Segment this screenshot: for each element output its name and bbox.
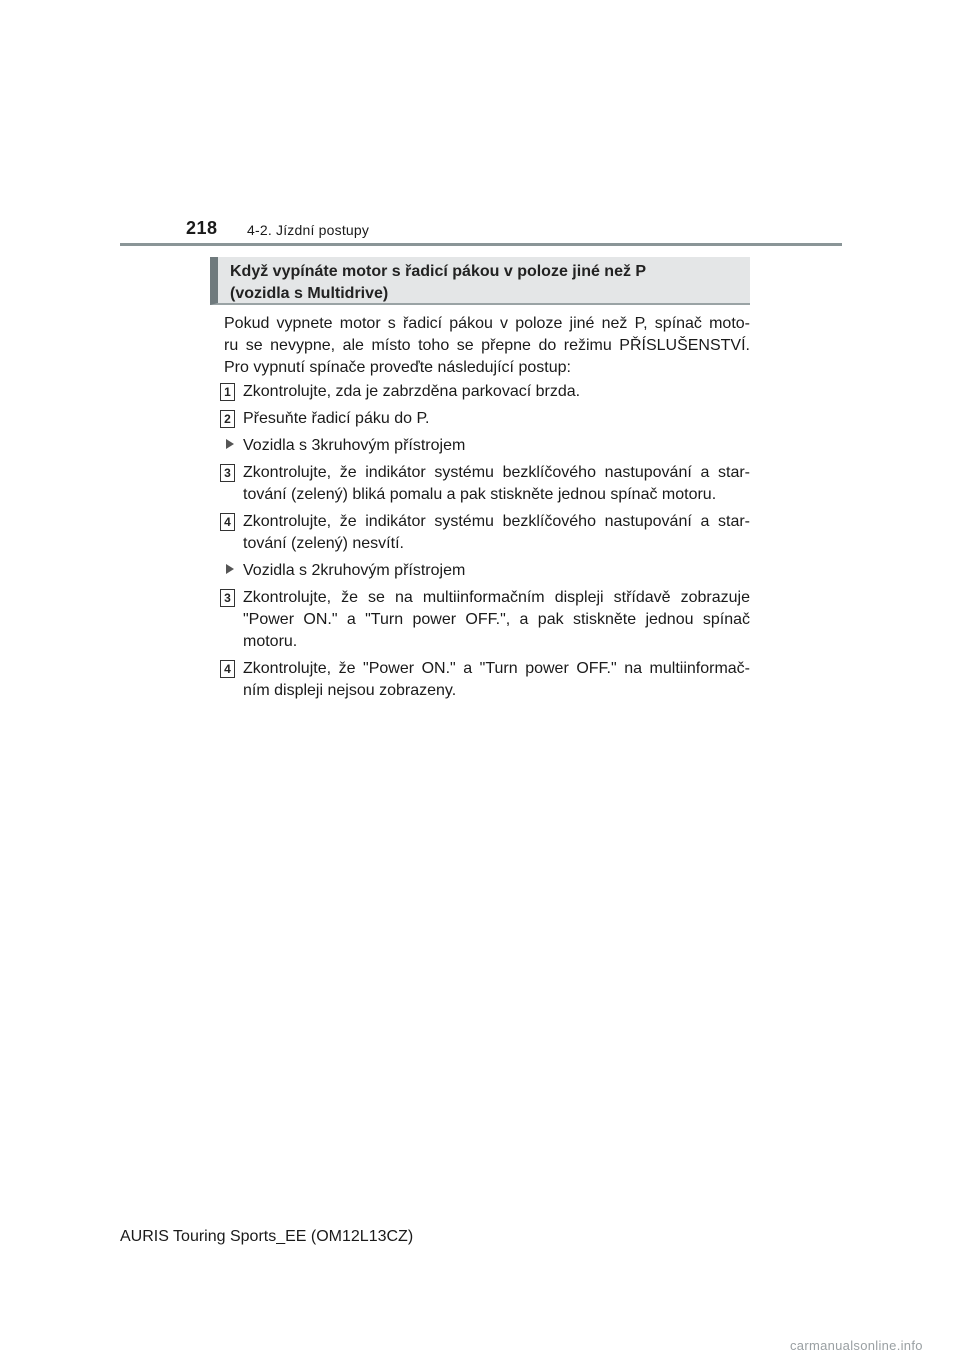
intro-line: ru se nevypne, ale místo toho se přepne do režimu PŘÍSLUŠENSTVÍ. bbox=[224, 337, 750, 354]
triangle-bullet-icon bbox=[226, 439, 234, 449]
intro-line: Pro vypnutí spínače proveďte následující postup: bbox=[224, 359, 571, 376]
step-number-box: 2 bbox=[220, 410, 235, 428]
step-3a bbox=[220, 462, 750, 506]
section-heading bbox=[210, 257, 750, 305]
bullet-text: Vozidla s 3kruhovým přístrojem bbox=[243, 437, 466, 454]
step-number-box: 4 bbox=[220, 513, 235, 531]
section-title: 4-2. Jízdní postupy bbox=[247, 222, 370, 238]
heading-line: (vozidla s Multidrive) bbox=[230, 285, 389, 302]
footer-document-id: AURIS Touring Sports_EE (OM12L13CZ) bbox=[120, 1228, 414, 1245]
step-number-box: 3 bbox=[220, 589, 235, 607]
bullet-text: Vozidla s 2kruhovým přístrojem bbox=[243, 562, 466, 579]
step-text: Zkontrolujte, že indikátor systému bezklíčového nastupování a star- bbox=[243, 513, 750, 530]
step-text: Zkontrolujte, že "Power ON." a "Turn power OFF." na multiinformač- bbox=[243, 660, 750, 677]
step-text: motoru. bbox=[243, 633, 298, 650]
step-text: Přesuňte řadicí páku do P. bbox=[243, 410, 430, 427]
step-number-box: 3 bbox=[220, 464, 235, 482]
intro-line: Pokud vypnete motor s řadicí pákou v poloze jiné než P, spínač moto- bbox=[224, 315, 750, 332]
step-text: Zkontrolujte, že se na multiinformačním displeji střídavě zobrazuje bbox=[243, 589, 750, 606]
step-text: Zkontrolujte, zda je zabrzděna parkovací brzda. bbox=[243, 383, 581, 400]
step-3b bbox=[220, 587, 750, 653]
step-1 bbox=[220, 381, 750, 403]
step-text: ním displeji nejsou zobrazeny. bbox=[243, 682, 457, 699]
page-number: 218 bbox=[186, 218, 218, 238]
heading-line: Když vypínáte motor s řadicí pákou v poloze jiné než P bbox=[230, 263, 647, 280]
step-text: tování (zelený) bliká pomalu a pak stiskněte jednou spínač motoru. bbox=[243, 486, 717, 503]
step-4a bbox=[220, 511, 750, 555]
bullet-2-dial bbox=[226, 560, 465, 582]
step-number-box: 4 bbox=[220, 660, 235, 678]
step-text: Zkontrolujte, že indikátor systému bezklíčového nastupování a star- bbox=[243, 464, 750, 481]
step-text: tování (zelený) nesvítí. bbox=[243, 535, 404, 552]
step-2 bbox=[220, 408, 750, 430]
step-text: "Power ON." a "Turn power OFF.", a pak stiskněte jednou spínač bbox=[243, 611, 750, 628]
triangle-bullet-icon bbox=[226, 564, 234, 574]
step-number-box: 1 bbox=[220, 383, 235, 401]
header-rule bbox=[120, 243, 842, 246]
bullet-3-dial bbox=[226, 435, 465, 457]
step-4b bbox=[220, 658, 750, 702]
intro-paragraph bbox=[224, 313, 750, 379]
watermark: carmanualsonline.info bbox=[790, 1338, 923, 1353]
